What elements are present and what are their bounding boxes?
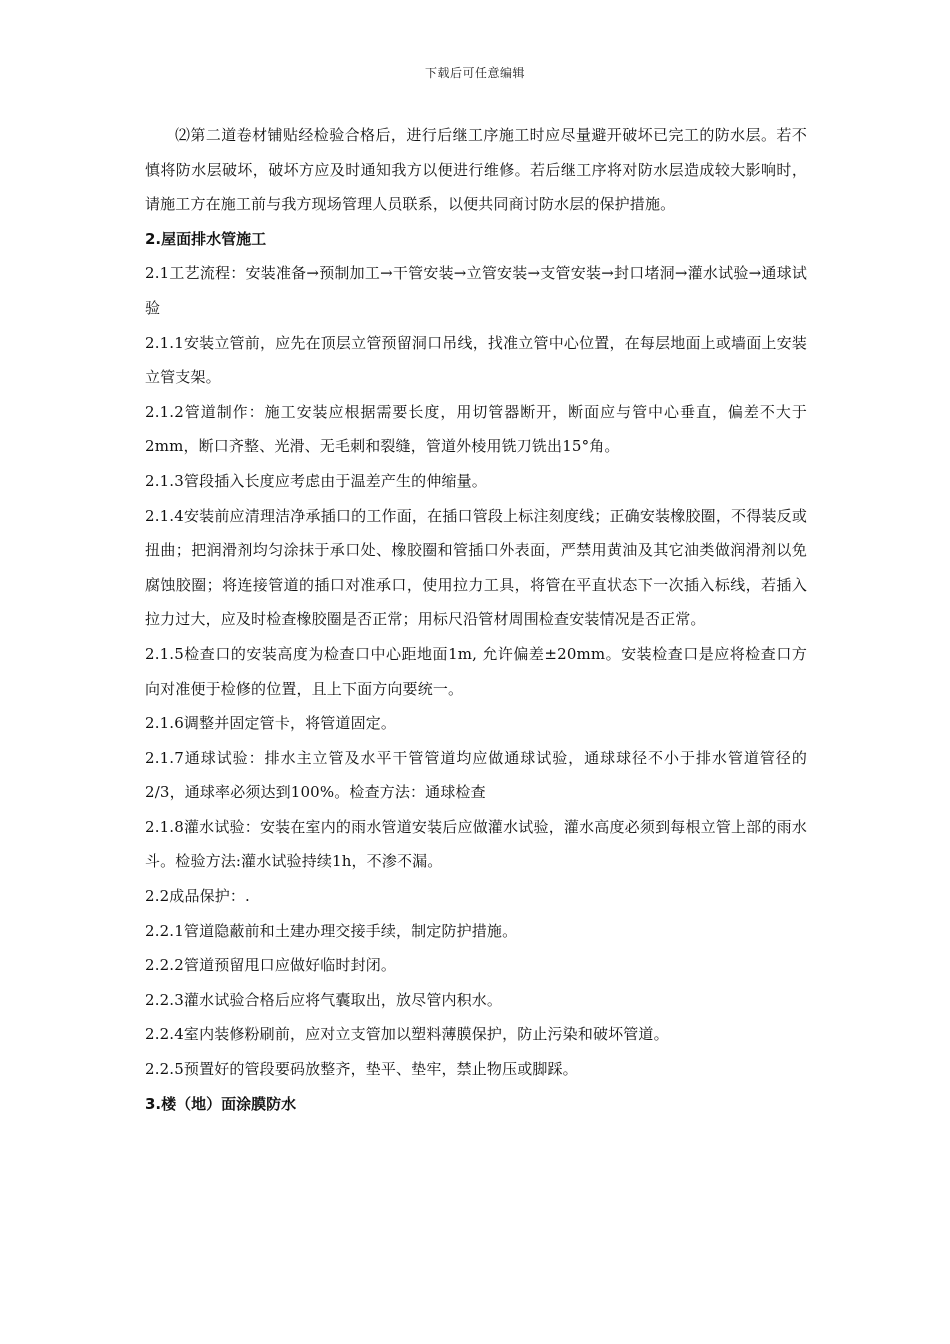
paragraph-2-1-7: 2.1.7通球试验：排水主立管及水平干管管道均应做通球试验，通球球径不小于排水管道管径的2/3，通球率必须达到100%。检查方法：通球检查 — [145, 748, 807, 802]
paragraph-2-1-5: 2.1.5检查口的安装高度为检查口中心距地面1m, 允许偏差±20mm。安装检查口是应将检查口方向对准便于检修的位置，且上下面方向要统一。 — [145, 644, 807, 698]
paragraph-2-2-3: 2.2.3灌水试验合格后应将气囊取出，放尽管内积水。 — [145, 990, 503, 1009]
paragraph-protection: ⑵第二道卷材铺贴经检验合格后，进行后继工序施工时应尽量避开破坏已完工的防水层。若不慎将防水层破坏，破坏方应及时通知我方以便进行维修。若后继工序将对防水层造成较大影响时，请施工方在施工前与我方现场管理人员联系，以便共同商讨防水层的保护措施。 — [145, 126, 807, 214]
paragraph-2-2-4: 2.2.4室内装修粉刷前，应对立支管加以塑料薄膜保护，防止污染和破坏管道。 — [145, 1025, 669, 1044]
section-heading-2: 2.屋面排水管施工 — [145, 229, 267, 248]
paragraph-2-1-4: 2.1.4安装前应清理洁净承插口的工作面，在插口管段上标注刻度线；正确安装橡胶圈，不得装反或扭曲；把润滑剂均匀涂抹于承口处、橡胶圈和管插口外表面，严禁用黄油及其它油类做润滑剂以免腐蚀胶圈；将连接管道的插口对准承口，使用拉力工具，将管在平直状态下一次插入标线，若插入拉力过大，应及时检查橡胶圈是否正常；用标尺沿管材周围检查安装情况是否正常。 — [145, 506, 807, 629]
paragraph-2-1: 2.1工艺流程：安装准备→预制加工→干管安装→立管安装→支管安装→封口堵洞→灌水试验→通球试验 — [145, 264, 807, 317]
paragraph-2-2-2: 2.2.2管道预留甩口应做好临时封闭。 — [145, 956, 397, 975]
paragraph-2-2-5: 2.2.5预置好的管段要码放整齐，垫平、垫牢，禁止物压或脚踩。 — [145, 1060, 578, 1079]
paragraph-2-2-1: 2.2.1管道隐蔽前和土建办理交接手续，制定防护措施。 — [145, 921, 518, 940]
paragraph-2-1-1: 2.1.1安装立管前，应先在顶层立管预留洞口吊线，找准立管中心位置，在每层地面上或墙面上安装立管支架。 — [145, 333, 807, 387]
page-header: 下载后可任意编辑 — [424, 66, 525, 80]
paragraph-2-1-3: 2.1.3管段插入长度应考虑由于温差产生的伸缩量。 — [145, 471, 487, 490]
paragraph-2-1-6: 2.1.6调整并固定管卡，将管道固定。 — [145, 714, 397, 733]
paragraph-2-1-8: 2.1.8灌水试验：安装在室内的雨水管道安装后应做灌水试验，灌水高度必须到每根立管上部的雨水斗。检验方法:灌水试验持续1h，不渗不漏。 — [145, 817, 807, 871]
paragraph-2-2: 2.2成品保护：. — [145, 887, 250, 906]
paragraph-2-1-2: 2.1.2管道制作：施工安装应根据需要长度，用切管器断开，断面应与管中心垂直，偏差不大于2mm，断口齐整、光滑、无毛刺和裂缝，管道外棱用铣刀铣出15°角。 — [145, 402, 807, 456]
document-body — [145, 118, 807, 1121]
section-heading-3: 3.楼（地）面涂膜防水 — [145, 1094, 297, 1113]
